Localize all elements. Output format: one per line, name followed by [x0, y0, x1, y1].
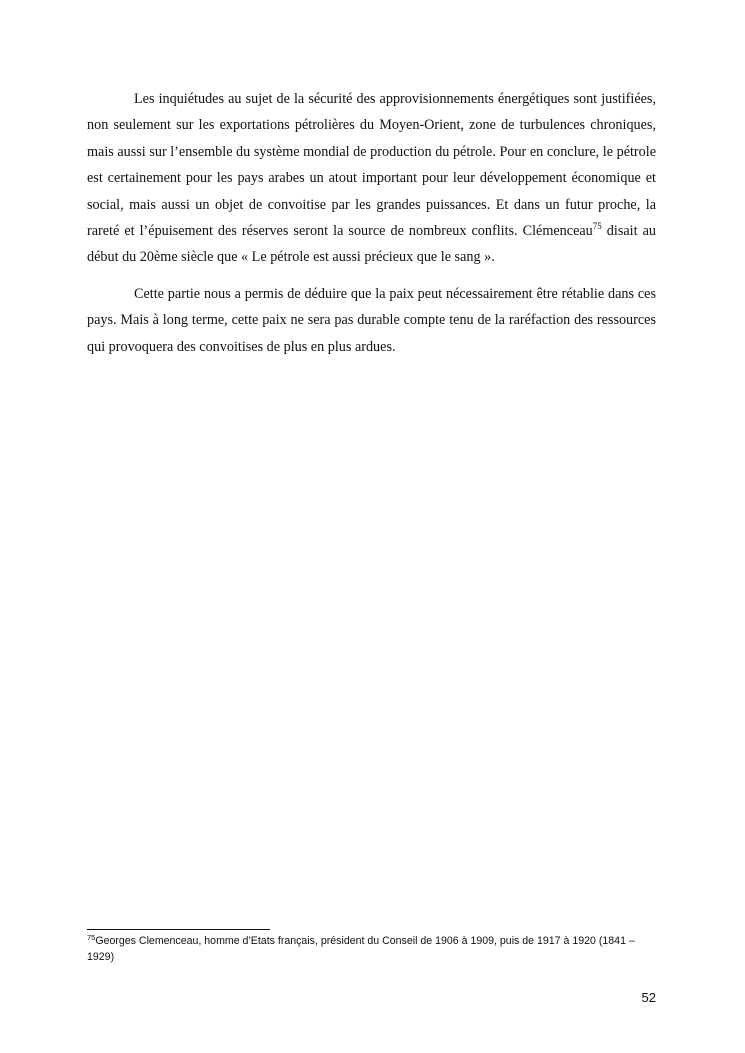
- paragraph-1: [87, 86, 656, 271]
- paragraph-2: Cette partie nous a permis de déduire que la paix peut nécessairement être rétablie dans ces pays. Mais à long terme, cette paix ne sera pas durable compte tenu de la raréfaction des ressources qui provoquera des convoitises de plus en plus ardues.: [87, 285, 656, 355]
- page-number: 52: [641, 990, 656, 1005]
- body-text: [87, 86, 656, 360]
- footnote: [87, 933, 662, 965]
- paragraph-1-text: Les inquiétudes au sujet de la sécurité des approvisionnements énergétiques sont justifiées, non seulement sur les exportations pétrolières du Moyen-Orient, zone de turbulences chroniques, mais aussi sur l’ensemble du système mondial de production du pétrole. Pour en conclure, le pétrole est certainement pour les pays arabes un atout important pour leur développement économique et social, mais aussi un objet de convoitise par les grandes puissances. Et dans un futur proche, la rareté et l’épuisement des réserves seront la source de nombreux conflits. Clémenceau: [87, 91, 656, 240]
- footnote-reference[interactable]: 75: [592, 221, 602, 232]
- paragraph-1-continuation: disait au début du 20ème siècle que « Le pétrole est aussi précieux que le sang ».: [87, 223, 656, 266]
- footnote-separator: [87, 929, 270, 930]
- footnote-mark: 75: [87, 933, 96, 942]
- footnote-text: Georges Clemenceau, homme d’Etats français, président du Conseil de 1906 à 1909, puis de 1917 à 1920 (1841 – 1929): [87, 935, 635, 963]
